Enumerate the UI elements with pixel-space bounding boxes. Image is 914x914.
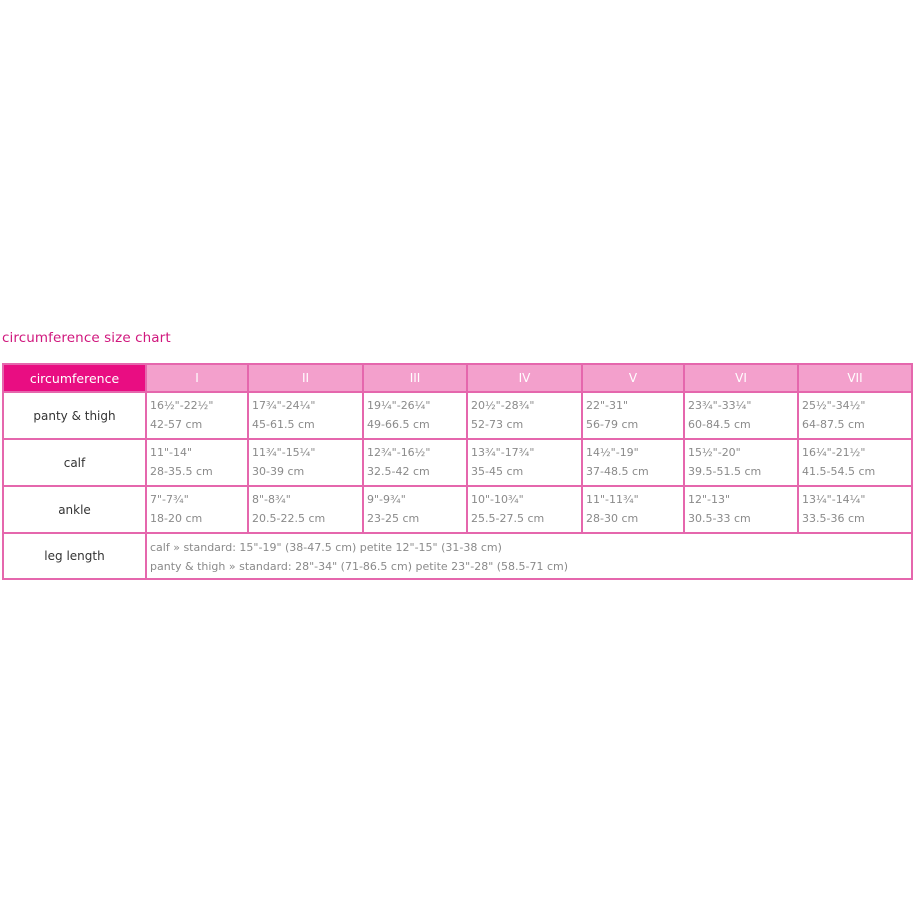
header-size: II <box>248 364 363 392</box>
cm-value: 23-25 cm <box>367 512 420 525</box>
inch-value: 13¼"-14¼" <box>802 493 866 506</box>
row-label: panty & thigh <box>3 392 146 439</box>
size-cell <box>467 439 582 486</box>
size-cell <box>467 486 582 533</box>
inch-value: 11"-11¾" <box>586 493 639 506</box>
size-cell <box>582 392 684 439</box>
cm-value: 25.5-27.5 cm <box>471 512 545 525</box>
row-label: calf <box>3 439 146 486</box>
inch-value: 14½"-19" <box>586 446 639 459</box>
size-cell <box>684 439 798 486</box>
cm-value: 39.5-51.5 cm <box>688 465 762 478</box>
size-cell <box>146 392 248 439</box>
chart-title: circumference size chart <box>2 330 171 346</box>
size-cell <box>684 392 798 439</box>
size-cell <box>582 439 684 486</box>
cm-value: 30-39 cm <box>252 465 305 478</box>
inch-value: 12¾"-16½" <box>367 446 431 459</box>
size-cell <box>363 439 467 486</box>
inch-value: 8"-8¾" <box>252 493 291 506</box>
cm-value: 35-45 cm <box>471 465 524 478</box>
header-size: IV <box>467 364 582 392</box>
cm-value: 20.5-22.5 cm <box>252 512 326 525</box>
inch-value: 19¼"-26¼" <box>367 399 431 412</box>
size-cell <box>248 439 363 486</box>
inch-value: 10"-10¾" <box>471 493 524 506</box>
table-row <box>3 439 912 486</box>
cm-value: 30.5-33 cm <box>688 512 751 525</box>
size-cell <box>798 486 912 533</box>
size-cell <box>684 486 798 533</box>
header-size: V <box>582 364 684 392</box>
inch-value: 7"-7¾" <box>150 493 189 506</box>
size-cell <box>467 392 582 439</box>
inch-value: 13¾"-17¾" <box>471 446 535 459</box>
table-row <box>3 486 912 533</box>
leg-length-row <box>3 533 912 579</box>
table-row <box>3 392 912 439</box>
inch-value: 11"-14" <box>150 446 193 459</box>
cm-value: 28-35.5 cm <box>150 465 213 478</box>
inch-value: 23¾"-33¼" <box>688 399 752 412</box>
inch-value: 12"-13" <box>688 493 731 506</box>
cm-value: 18-20 cm <box>150 512 203 525</box>
cm-value: 49-66.5 cm <box>367 418 430 431</box>
inch-value: 15½"-20" <box>688 446 741 459</box>
size-cell <box>798 439 912 486</box>
leg-length-calf: calf » standard: 15"-19" (38-47.5 cm) petite 12"-15" (31-38 cm) <box>150 541 502 554</box>
header-size: III <box>363 364 467 392</box>
cm-value: 33.5-36 cm <box>802 512 865 525</box>
leg-length-cell <box>146 533 912 579</box>
cm-value: 60-84.5 cm <box>688 418 751 431</box>
header-row <box>3 364 912 392</box>
cm-value: 56-79 cm <box>586 418 639 431</box>
inch-value: 11¾"-15¼" <box>252 446 316 459</box>
header-size: VII <box>798 364 912 392</box>
size-cell <box>146 439 248 486</box>
cm-value: 64-87.5 cm <box>802 418 865 431</box>
inch-value: 16½"-22½" <box>150 399 214 412</box>
size-cell <box>363 486 467 533</box>
inch-value: 25½"-34½" <box>802 399 866 412</box>
cm-value: 28-30 cm <box>586 512 639 525</box>
size-cell <box>798 392 912 439</box>
size-cell <box>248 392 363 439</box>
size-chart-table <box>2 363 913 580</box>
inch-value: 22"-31" <box>586 399 629 412</box>
header-corner: circumference <box>3 364 146 392</box>
header-size: I <box>146 364 248 392</box>
size-cell <box>582 486 684 533</box>
cm-value: 42-57 cm <box>150 418 203 431</box>
size-cell <box>248 486 363 533</box>
cm-value: 41.5-54.5 cm <box>802 465 876 478</box>
size-cell <box>146 486 248 533</box>
cm-value: 52-73 cm <box>471 418 524 431</box>
leg-length-panty-thigh: panty & thigh » standard: 28"-34" (71-86.5 cm) petite 23"-28" (58.5-71 cm) <box>150 560 569 573</box>
cm-value: 45-61.5 cm <box>252 418 315 431</box>
row-label: ankle <box>3 486 146 533</box>
size-cell <box>363 392 467 439</box>
inch-value: 17¾"-24¼" <box>252 399 316 412</box>
row-label: leg length <box>3 533 146 579</box>
inch-value: 16¼"-21½" <box>802 446 866 459</box>
header-size: VI <box>684 364 798 392</box>
inch-value: 9"-9¾" <box>367 493 406 506</box>
cm-value: 37-48.5 cm <box>586 465 649 478</box>
cm-value: 32.5-42 cm <box>367 465 430 478</box>
inch-value: 20½"-28¾" <box>471 399 535 412</box>
